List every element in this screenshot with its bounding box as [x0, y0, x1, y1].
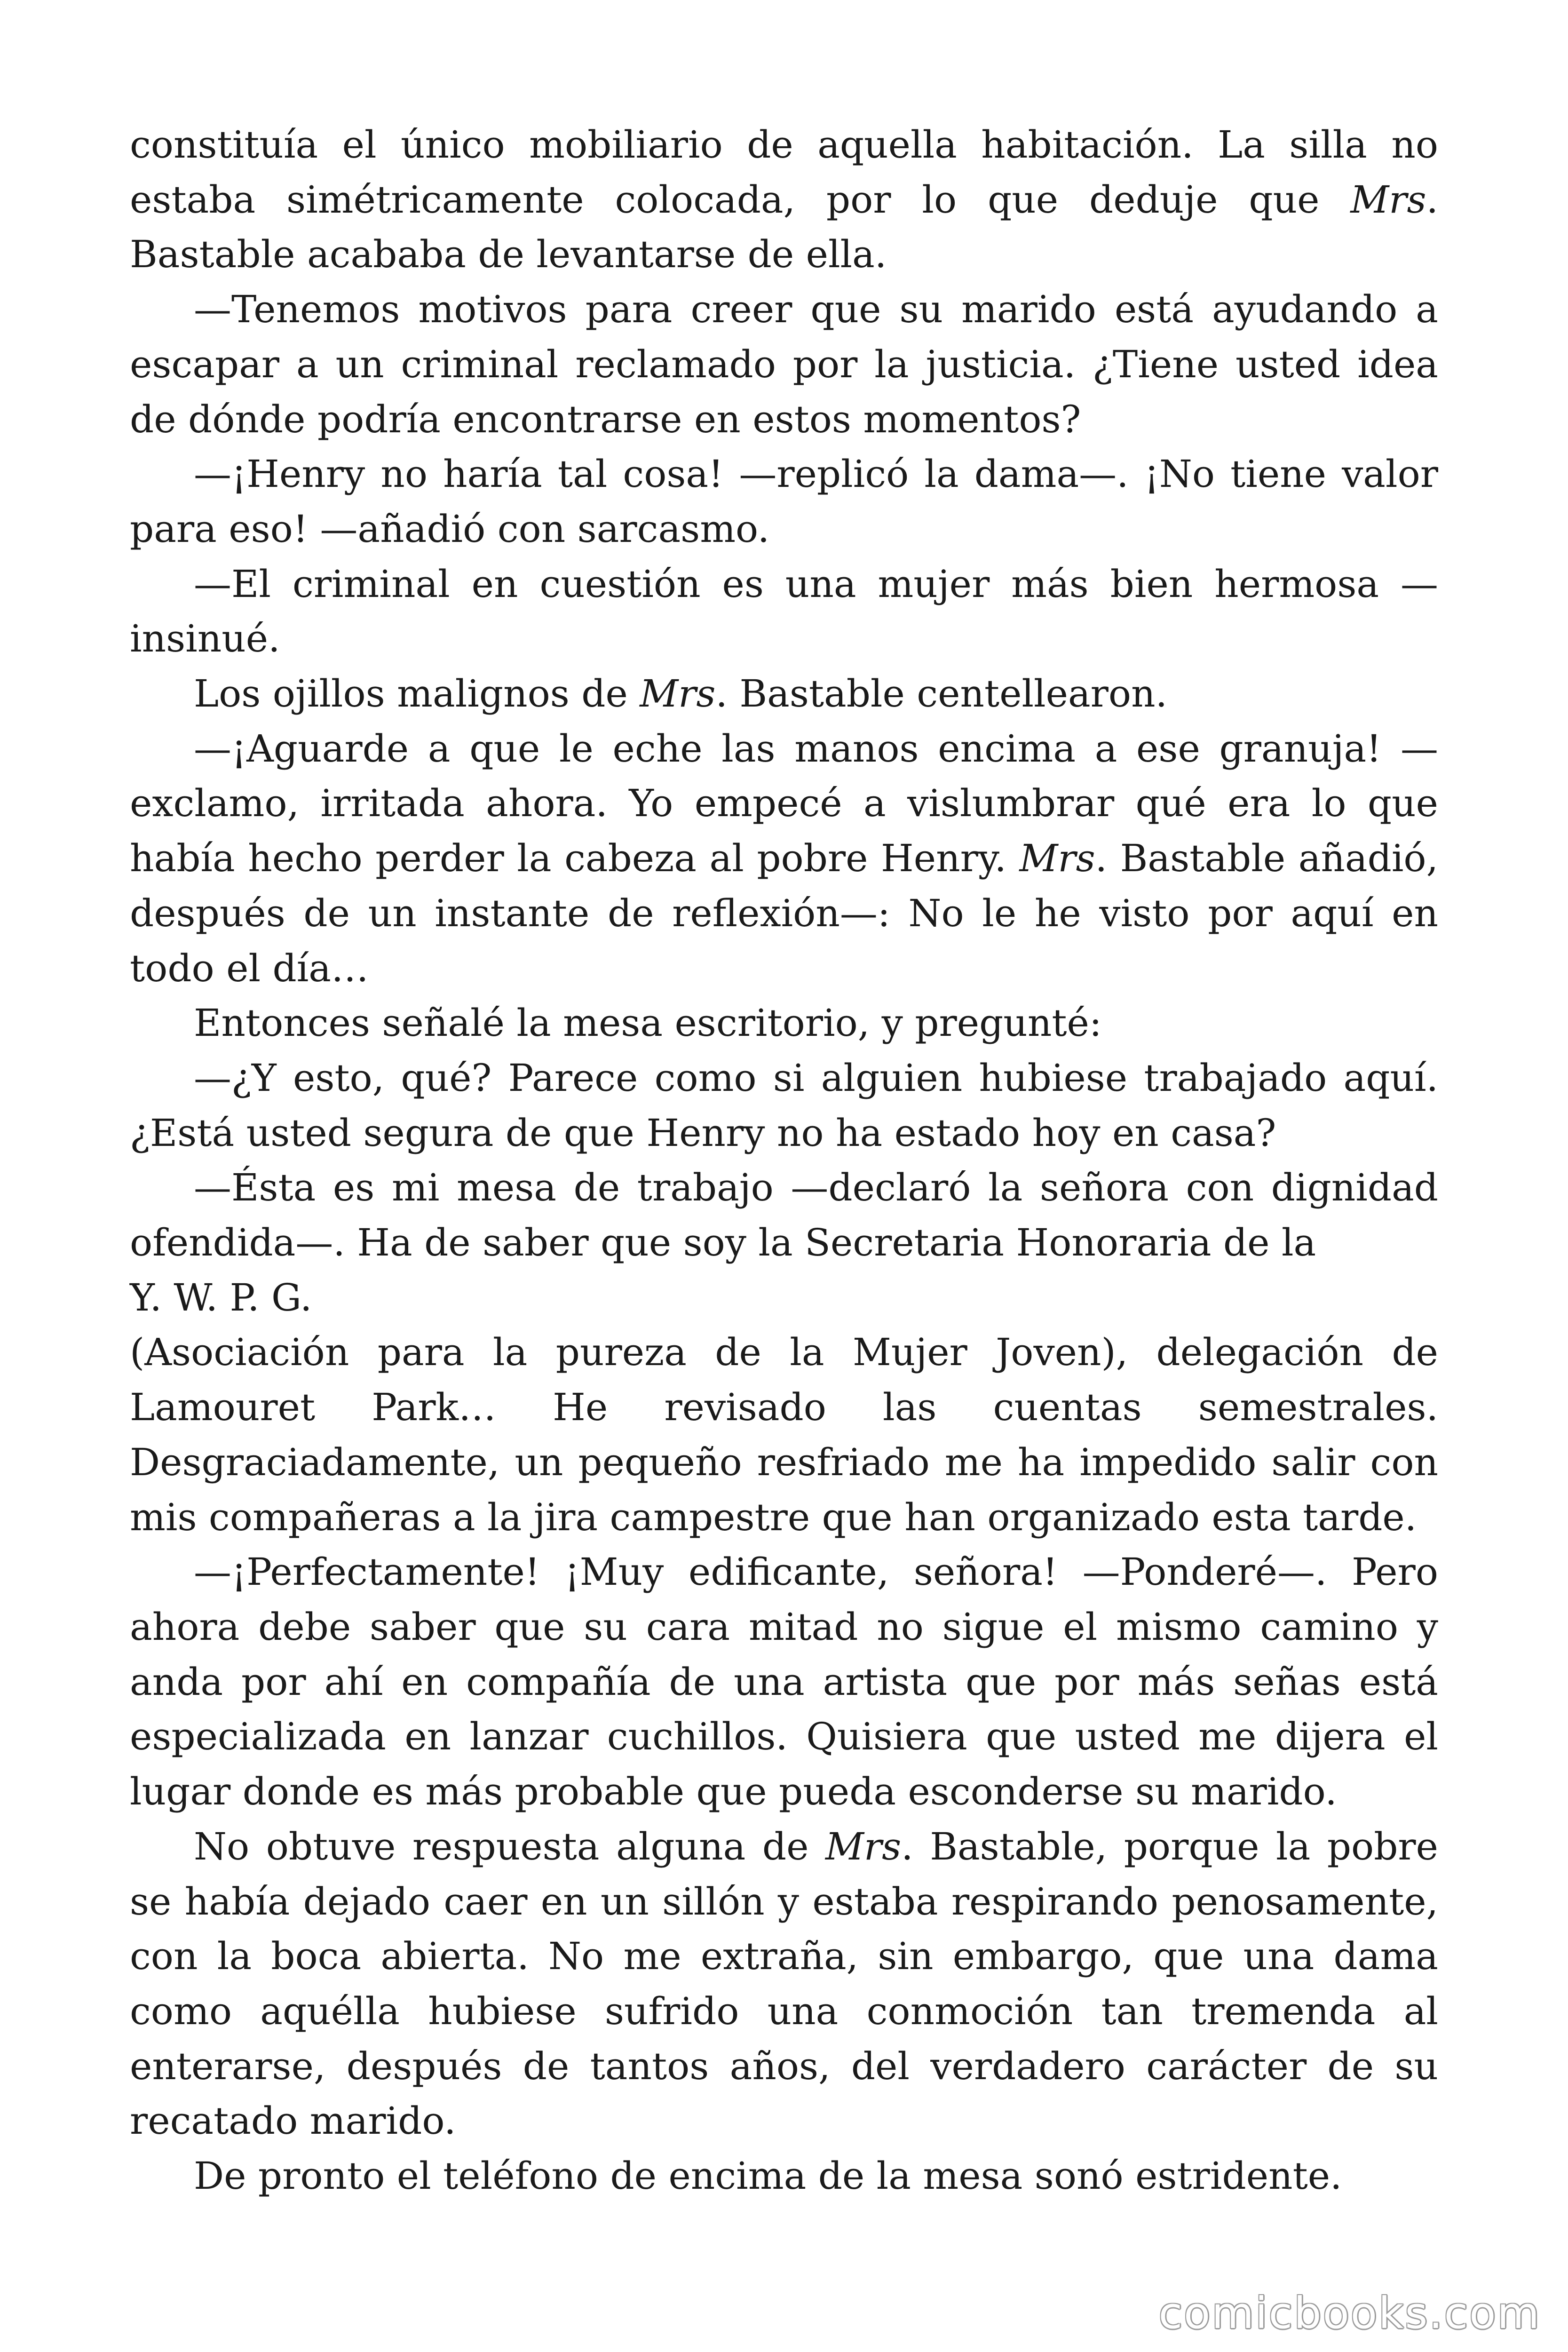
- paragraph-text: —¿Y esto, qué? Parece como si alguien hubiese trabajado aquí. ¿Está usted segura de que Henry no ha estado hoy en casa?: [130, 1056, 1438, 1155]
- paragraph: [130, 667, 1438, 722]
- paragraph-text: —¡Perfectamente! ¡Muy edificante, señora! —Ponderé—. Pero ahora debe saber que su cara mitad no sigue el mismo camino y anda por ahí en compañía de una artista que por más señas está especializada en lanzar cuchillos. Quisiera que usted me dijera el lugar donde es más probable que pueda esconderse su marido.: [130, 1550, 1438, 1814]
- paragraph: [130, 118, 1438, 282]
- paragraph: [130, 2149, 1438, 2204]
- paragraph: [130, 282, 1438, 447]
- paragraph: [130, 1271, 1438, 1326]
- paragraph-text: (Asociación para la pureza de la Mujer Joven), delegación de Lamouret Park… He revisado las cuentas semestrales. Desgraciadamente, un pequeño resfriado me ha impedido salir con mis compañeras a la jira campestre que han organizado esta tarde.: [130, 1330, 1438, 1539]
- body-text: [130, 118, 1438, 2204]
- italic-text: Mrs: [1350, 177, 1426, 222]
- paragraph-text: —¡Aguarde a que le eche las manos encima a ese granuja! —exclamo, irritada ahora. Yo empecé a vislumbrar qué era lo que había hecho perder la cabeza al pobre Henry.: [130, 726, 1438, 881]
- paragraph-text: . Bastable centellearon.: [715, 672, 1168, 716]
- paragraph-text: constituía el único mobiliario de aquella habitación. La silla no estaba simétricamente colocada, por lo que deduje que: [130, 123, 1438, 222]
- paragraph-text: —¡Henry no haría tal cosa! —replicó la dama—. ¡No tiene valor para eso! —añadió con sarcasmo.: [130, 452, 1438, 551]
- paragraph-text: —Tenemos motivos para creer que su marido está ayudando a escapar a un criminal reclamado por la justicia. ¿Tiene usted idea de dónde podría encontrarse en estos momentos?: [130, 287, 1438, 441]
- paragraph-text: Los ojillos malignos de: [194, 672, 640, 716]
- paragraph: [130, 996, 1438, 1051]
- paragraph: [130, 722, 1438, 996]
- paragraph-text: . Bastable, porque la pobre se había dejado caer en un sillón y estaba respirando penosamente, con la boca abierta. No me extraña, sin embargo, que una dama como aquélla hubiese sufrido una conmoción tan tremenda al enterarse, después de tantos años, del verdadero carácter de su recatado marido.: [130, 1824, 1438, 2143]
- paragraph: [130, 447, 1438, 556]
- paragraph: [130, 1160, 1438, 1270]
- watermark: comicbooks.com: [1158, 2288, 1541, 2338]
- paragraph-text: —Ésta es mi mesa de trabajo —declaró la señora con dignidad ofendida—. Ha de saber que soy la Secretaria Honoraria de la: [130, 1166, 1438, 1265]
- paragraph: [130, 557, 1438, 667]
- paragraph: [130, 1545, 1438, 1820]
- italic-text: Mrs: [1019, 836, 1095, 881]
- paragraph-text: . Bastable añadió, después de un instante de reflexión—: No le he visto por aquí en todo el día…: [130, 836, 1438, 990]
- paragraph: [130, 1820, 1438, 2149]
- italic-text: Mrs: [640, 672, 716, 716]
- paragraph-text: No obtuve respuesta alguna de: [194, 1824, 825, 1868]
- italic-text: Mrs: [825, 1824, 902, 1868]
- paragraph: [130, 1325, 1438, 1545]
- paragraph-text: Entonces señalé la mesa escritorio, y pregunté:: [194, 1001, 1102, 1045]
- paragraph: [130, 1051, 1438, 1160]
- paragraph-text: —El criminal en cuestión es una mujer más bien hermosa —insinué.: [130, 562, 1438, 661]
- paragraph-text: Y. W. P. G.: [130, 1275, 312, 1319]
- paragraph-text: . Bastable acababa de levantarse de ella.: [130, 177, 1438, 277]
- paragraph-text: De pronto el teléfono de encima de la mesa sonó estridente.: [194, 2154, 1342, 2198]
